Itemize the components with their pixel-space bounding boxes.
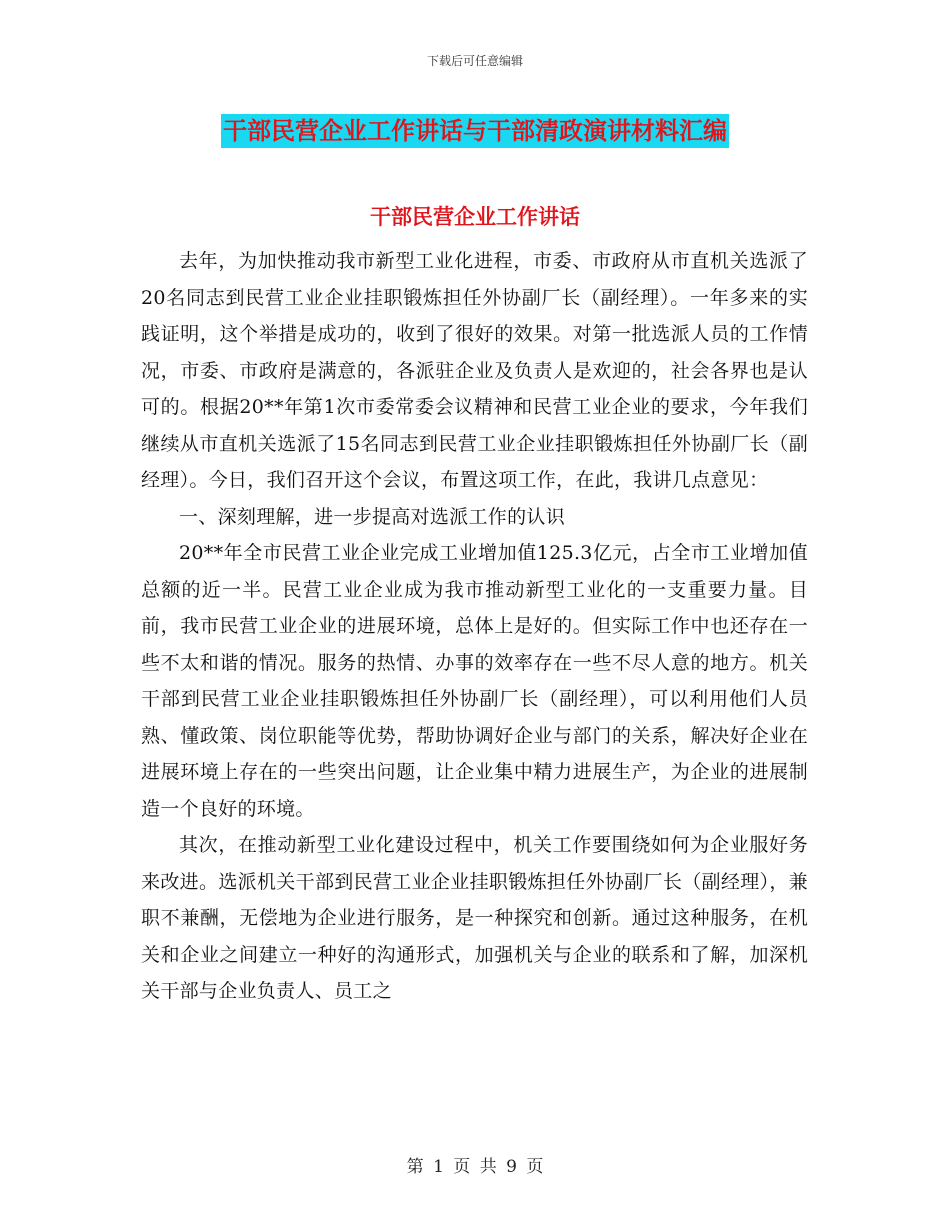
document-title: 干部民营企业工作讲话与干部清政演讲材料汇编: [221, 114, 729, 148]
document-body: [141, 243, 808, 1010]
paragraph: 20**年全市民营工业企业完成工业增加值125.3亿元，占全市工业增加值总额的近一半。民营工业企业成为我市推动新型工业化的一支重要力量。目前，我市民营工业企业的进展环境，总体上是好的。但实际工作中也还存在一些不太和谐的情况。服务的热情、办事的效率存在一些不尽人意的地方。机关干部到民营工业企业挂职锻炼担任外协副厂长（副经理），可以利用他们人员熟、懂政策、岗位职能等优势，帮助协调好企业与部门的关系，解决好企业在进展环境上存在的一些突出问题，让企业集中精力进展生产，为企业的进展制造一个良好的环境。: [141, 542, 808, 820]
header-note: 下载后可任意编辑: [426, 54, 523, 68]
section-title: 干部民营企业工作讲话: [370, 204, 580, 229]
page-number: 第 1 页 共 9 页: [406, 1157, 544, 1177]
paragraph: 其次，在推动新型工业化建设过程中，机关工作要围绕如何为企业服好务来改进。选派机关干部到民营工业企业挂职锻炼担任外协副厂长（副经理），兼职不兼酬，无偿地为企业进行服务，是一种探究和创新。通过这种服务，在机关和企业之间建立一种好的沟通形式，加强机关与企业的联系和了解，加深机关干部与企业负责人、员工之: [141, 834, 808, 1002]
paragraph: 去年，为加快推动我市新型工业化进程，市委、市政府从市直机关选派了20名同志到民营工业企业挂职锻炼担任外协副厂长（副经理）。一年多来的实践证明，这个举措是成功的，收到了很好的效果。对第一批选派人员的工作情况，市委、市政府是满意的，各派驻企业及负责人是欢迎的，社会各界也是认可的。根据20**年第1次市委常委会议精神和民营工业企业的要求，今年我们继续从市直机关选派了15名同志到民营工业企业挂职锻炼担任外协副厂长（副经理）。今日，我们召开这个会议，布置这项工作，在此，我讲几点意见：: [141, 250, 808, 491]
document-title-container: [0, 114, 950, 148]
section-heading: 一、深刻理解，进一步提高对选派工作的认识: [179, 505, 566, 528]
